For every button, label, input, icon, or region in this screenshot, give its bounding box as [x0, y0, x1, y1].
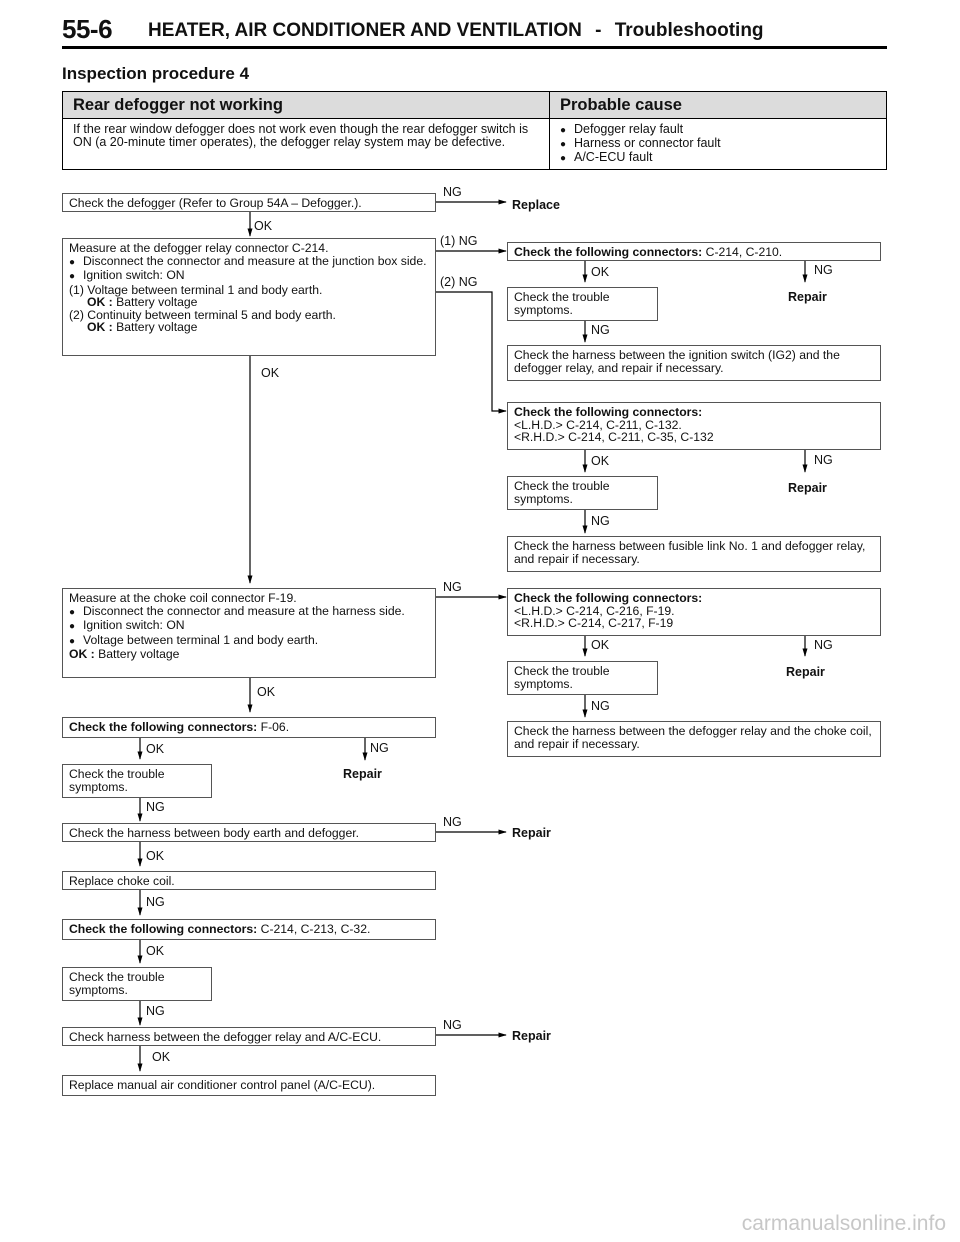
connectors-check-label: Check the following connectors:: [514, 405, 703, 419]
measure-relay-item: (1) Voltage between terminal 1 and body earth.: [69, 282, 323, 297]
connectors-check-label: Check the following connectors:: [514, 591, 703, 605]
ok-value: Battery voltage: [116, 295, 198, 309]
harness-fusible-link-box: Check the harness between fusible link No. 1 and defogger relay, and repair if necessary.: [507, 536, 881, 572]
connectors-check-box-d: [62, 717, 436, 738]
measure-relay-ok: [69, 321, 429, 334]
connectors-lhd: <L.H.D.> C-214, C-211, C-132.: [514, 417, 682, 432]
measure-relay-box: [62, 238, 436, 356]
connectors-rhd: <R.H.D.> C-214, C-211, C-35, C-132: [514, 430, 714, 444]
ng-label: NG: [146, 800, 165, 814]
repair-label: Repair: [343, 767, 382, 781]
ng-label: NG: [591, 699, 610, 713]
title-dash: -: [595, 20, 602, 41]
symptom-description: If the rear window defogger does not work even though the rear defogger switch is ON (a 20-minute timer operates), the defogger relay system may be defective.: [63, 119, 550, 170]
connectors-check-box-c: [507, 588, 881, 636]
ng-label: NG: [146, 1004, 165, 1018]
measure-relay-bullet: ● Ignition switch: ON: [69, 269, 429, 284]
measure-choke-bullet: ● Voltage between terminal 1 and body earth.: [69, 634, 429, 649]
procedure-heading: Inspection procedure 4: [62, 64, 250, 83]
trouble-symptoms-box: Check the trouble symptoms.: [507, 476, 658, 510]
trouble-symptoms-box: Check the trouble symptoms.: [507, 287, 658, 321]
ng-label: NG: [814, 263, 833, 277]
page-subtitle: Troubleshooting: [614, 20, 764, 41]
ok-label: OK: [591, 265, 610, 279]
repair-label: Repair: [788, 290, 827, 304]
cause-item: ● Harness or connector fault: [560, 137, 876, 151]
ng-2-label: (2) NG: [440, 275, 478, 289]
replace-choke-box: Replace choke coil.: [62, 871, 436, 890]
connectors-rhd: <R.H.D.> C-214, C-217, F-19: [514, 616, 674, 630]
measure-relay-title: Measure at the defogger relay connector C-214.: [69, 241, 329, 255]
connectors-check-label: Check the following connectors:: [69, 720, 258, 734]
cause-header: Probable cause: [550, 92, 887, 119]
ng-label: NG: [591, 514, 610, 528]
repair-label: Repair: [512, 826, 551, 840]
ok-label: OK: [254, 219, 273, 233]
trouble-symptoms-box: Check the trouble symptoms.: [507, 661, 658, 695]
cause-item: ● A/C-ECU fault: [560, 151, 876, 165]
cause-item: ● Defogger relay fault: [560, 123, 876, 137]
ng-label: NG: [443, 815, 462, 829]
ok-label: OK: [257, 685, 276, 699]
connectors-check-box-a: [507, 242, 881, 261]
ok-value: Battery voltage: [116, 320, 198, 334]
ok-label: OK: [261, 366, 280, 380]
ok-key: OK :: [87, 320, 113, 334]
harness-choke-box: Check the harness between the defogger relay and the choke coil, and repair if necessary.: [507, 721, 881, 757]
measure-relay-ok: [69, 296, 429, 309]
symptom-header: Rear defogger not working: [63, 92, 550, 119]
harness-ignition-box: Check the harness between the ignition switch (IG2) and the defogger relay, and repair if necessary.: [507, 345, 881, 381]
ng-label: NG: [443, 185, 462, 199]
repair-label: Repair: [512, 1029, 551, 1043]
connectors-check-box-b: [507, 402, 881, 450]
measure-choke-bullet: ● Disconnect the connector and measure at the harness side.: [69, 605, 429, 620]
ok-value: Battery voltage: [98, 647, 180, 661]
trouble-symptoms-box: Check the trouble symptoms.: [62, 967, 212, 1001]
ng-label: NG: [146, 895, 165, 909]
connectors-list: C-214, C-210.: [705, 245, 783, 259]
replace-panel-box: Replace manual air conditioner control panel (A/C-ECU).: [62, 1075, 436, 1096]
ng-1-label: (1) NG: [440, 234, 478, 248]
watermark: carmanualsonline.info: [741, 1212, 946, 1235]
connectors-check-box-e: [62, 919, 436, 940]
ng-label: NG: [370, 741, 389, 755]
ok-label: OK: [591, 454, 610, 468]
page-number: 55-6: [62, 14, 113, 44]
harness-ecu-box: Check harness between the defogger relay and A/C-ECU.: [62, 1027, 436, 1046]
measure-relay-item: (2) Continuity between terminal 5 and body earth.: [69, 307, 336, 322]
trouble-symptoms-box: Check the trouble symptoms.: [62, 764, 212, 798]
ng-label: NG: [443, 1018, 462, 1032]
ok-label: OK: [146, 849, 165, 863]
ng-label: NG: [814, 453, 833, 467]
repair-label: Repair: [788, 481, 827, 495]
ok-label: OK: [152, 1050, 171, 1064]
harness-body-earth-box: Check the harness between body earth and defogger.: [62, 823, 436, 842]
replace-label: Replace: [512, 198, 560, 212]
repair-label: Repair: [786, 665, 825, 679]
connectors-list: C-214, C-213, C-32.: [260, 922, 371, 936]
measure-choke-ok: [69, 648, 429, 661]
ok-label: OK: [146, 742, 165, 756]
ok-label: OK: [591, 638, 610, 652]
ng-label: NG: [814, 638, 833, 652]
ok-label: OK: [146, 944, 165, 958]
connectors-lhd: <L.H.D.> C-214, C-216, F-19.: [514, 603, 675, 618]
page-title-main: HEATER, AIR CONDITIONER AND VENTILATION: [148, 20, 582, 41]
ng-label: NG: [443, 580, 462, 594]
ok-key: OK :: [69, 647, 95, 661]
measure-choke-title: Measure at the choke coil connector F-19.: [69, 591, 297, 605]
ok-key: OK :: [87, 295, 113, 309]
connectors-list: F-06.: [260, 720, 290, 734]
connectors-check-label: Check the following connectors:: [69, 922, 258, 936]
measure-choke-bullet: ● Ignition switch: ON: [69, 619, 429, 634]
measure-choke-box: [62, 588, 436, 678]
ng-label: NG: [591, 323, 610, 337]
check-defogger-box: Check the defogger (Refer to Group 54A – Defogger.).: [62, 193, 436, 212]
measure-relay-bullet: ● Disconnect the connector and measure at the junction box side.: [69, 255, 429, 270]
connectors-check-label: Check the following connectors:: [514, 245, 703, 259]
